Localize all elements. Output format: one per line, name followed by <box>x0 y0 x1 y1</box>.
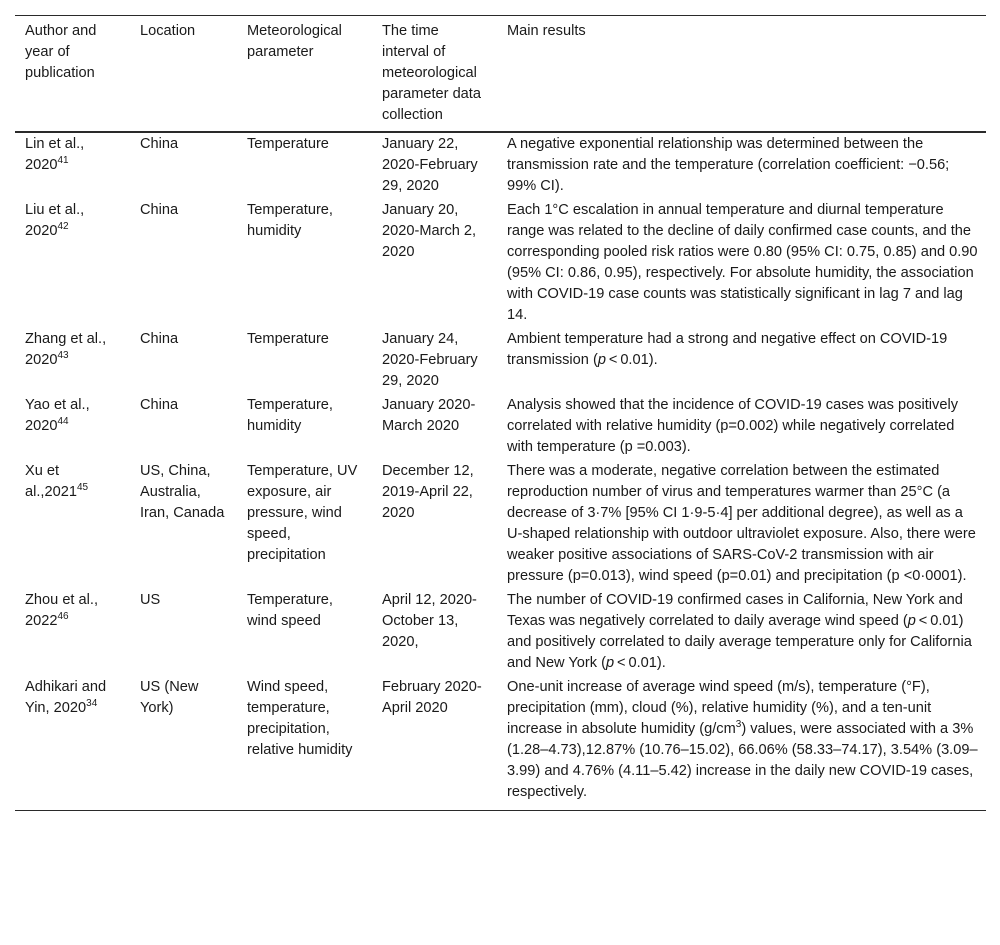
result-text: ) values, were associated with a 3% (1.28–4.73),12.87% (10.76–15.02), 66.06% (58.33–74.17), 3.54% (3.09–3.99) and 4.76% (4.11–5.42) increase in the daily new COVID-19 cases, respectively. <box>507 721 978 800</box>
table-row <box>15 459 986 588</box>
table-row <box>15 327 986 393</box>
cell-parameter: Temperature, wind speed <box>247 592 333 629</box>
cell-parameter: Wind speed, temperature, precipitation, relative humidity <box>247 679 353 758</box>
result-text: < 0.01). <box>605 352 658 368</box>
author-text: Adhikari and Yin, 2020 <box>25 679 107 716</box>
reference-number: 46 <box>57 611 69 623</box>
result-text: p <box>907 613 916 629</box>
cell-parameter: Temperature, humidity <box>247 202 333 239</box>
header-row <box>15 16 986 133</box>
result-text: Analysis showed that the incidence of COVID-19 cases was positively correlated with relative humidity (p=0.002) while negatively correlated with temperature (p =0.003). <box>507 397 959 455</box>
header-parameter: Meteorological parameter <box>247 23 342 60</box>
author-text: Lin et al., 2020 <box>25 136 85 173</box>
result-text: p <box>605 655 615 671</box>
author-text: Liu et al., 2020 <box>25 202 85 239</box>
table-row <box>15 198 986 327</box>
cell-parameter: Temperature <box>247 136 329 152</box>
cell-location: US, China, Australia, Iran, Canada <box>140 463 225 521</box>
author-text: Xu et al.,2021 <box>25 463 77 500</box>
cell-parameter: Temperature, UV exposure, air pressure, wind speed, precipitation <box>247 463 358 563</box>
cell-author <box>15 327 130 393</box>
cell-results <box>497 132 986 198</box>
cell-results <box>497 327 986 393</box>
result-text: One-unit increase of average wind speed (m/s), temperature (°F), precipitation (mm), cloud (%), relative humidity (%), and a ten-unit increase in absolute humidity (g/cm <box>507 679 932 737</box>
cell-author <box>15 132 130 198</box>
cell-location: China <box>140 136 179 152</box>
table-row <box>15 132 986 198</box>
cell-author <box>15 198 130 327</box>
studies-table <box>15 15 986 811</box>
author-text: Zhang et al., 2020 <box>25 331 107 368</box>
result-text: There was a moderate, negative correlation between the estimated reproduction number of virus and temperatures warmer than 25°C (a decrease of 3·7% [95% CI 1·9-5·4] per additional degree), as well as a U-shaped relationship with outdoor ultraviolet exposure. Also, there were weaker positive associations of SARS-CoV-2 transmission with air pressure (p=0.013), wind speed (p=0.01) and precipitation (p <0·0001). <box>507 463 976 584</box>
cell-location: China <box>140 202 179 218</box>
header-interval: The time interval of meteorological parameter data collection <box>382 23 481 123</box>
cell-author <box>15 675 130 811</box>
result-text: A negative exponential relationship was determined between the transmission rate and the temperature (correlation coefficient: −0.56; 99% CI). <box>507 136 950 194</box>
result-text: Each 1°C escalation in annual temperature and diurnal temperature range was related to the decline of daily confirmed case counts, and the corresponding pooled risk ratios were 0.80 (95% CI: 0.75, 0.85) and 0.90 (95% CI: 0.86, 0.95), respectively. For absolute humidity, the association with COVID-19 case counts was statistically significant in lag 7 and lag 14. <box>507 202 978 323</box>
header-location: Location <box>140 23 196 39</box>
cell-results <box>497 459 986 588</box>
cell-interval: April 12, 2020-October 13, 2020, <box>382 592 477 650</box>
cell-interval: January 20, 2020-March 2, 2020 <box>382 202 477 260</box>
cell-author <box>15 588 130 675</box>
result-text: < 0.01) and positively correlated to daily average temperature only for California and New York ( <box>507 613 972 671</box>
author-text: Zhou et al., 2022 <box>25 592 99 629</box>
cell-interval: January 22, 2020-February 29, 2020 <box>382 136 478 194</box>
reference-number: 44 <box>57 416 69 428</box>
cell-author <box>15 459 130 588</box>
cell-interval: December 12, 2019-April 22, 2020 <box>382 463 474 521</box>
cell-parameter: Temperature <box>247 331 329 347</box>
reference-number: 34 <box>86 698 98 710</box>
cell-location: China <box>140 331 179 347</box>
reference-number: 43 <box>57 350 69 362</box>
cell-results <box>497 198 986 327</box>
cell-interval: January 2020-March 2020 <box>382 397 476 434</box>
result-text: Ambient temperature had a strong and negative effect on COVID-19 transmission ( <box>507 331 948 368</box>
table-body <box>15 132 986 811</box>
header-author: Author and year of publication <box>25 23 97 81</box>
author-text: Yao et al., 2020 <box>25 397 90 434</box>
header-results: Main results <box>507 23 586 39</box>
table-header <box>15 16 986 133</box>
cell-results <box>497 393 986 459</box>
cell-results <box>497 588 986 675</box>
cell-results <box>497 675 986 811</box>
cell-author <box>15 393 130 459</box>
result-text: 3 <box>735 719 742 731</box>
reference-number: 42 <box>57 221 69 233</box>
result-text: p <box>597 352 606 368</box>
result-text: < 0.01). <box>614 655 666 671</box>
cell-location: US <box>140 592 161 608</box>
table-row <box>15 675 986 811</box>
result-text: The number of COVID-19 confirmed cases in California, New York and Texas was negatively correlated to daily average wind speed ( <box>507 592 963 629</box>
cell-location: US (New York) <box>140 679 199 716</box>
reference-number: 45 <box>76 482 89 494</box>
table-row <box>15 393 986 459</box>
reference-number: 41 <box>57 155 69 167</box>
cell-parameter: Temperature, humidity <box>247 397 333 434</box>
cell-interval: February 2020- April 2020 <box>382 679 482 716</box>
table-row <box>15 588 986 675</box>
cell-interval: January 24, 2020-February 29, 2020 <box>382 331 478 389</box>
cell-location: China <box>140 397 179 413</box>
